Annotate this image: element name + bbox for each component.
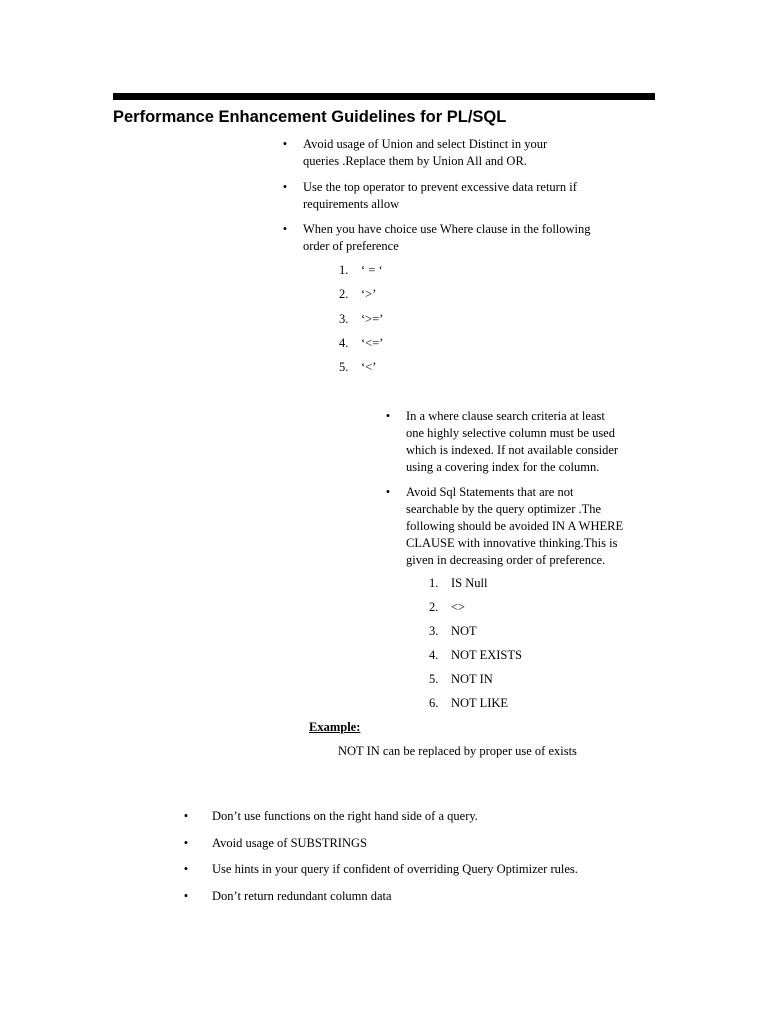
item-number: 3. — [339, 312, 349, 326]
list-item — [383, 408, 658, 476]
list-item — [280, 179, 640, 213]
bullet-icon: • — [183, 889, 189, 903]
numbered-item — [429, 575, 487, 592]
item-number: 6. — [429, 696, 439, 710]
bullet-icon: • — [183, 862, 189, 876]
example-text: NOT IN can be replaced by proper use of exists — [338, 744, 577, 758]
item-number: 4. — [339, 336, 349, 350]
item-text: ‘>=’ — [361, 312, 384, 326]
numbered-item — [339, 311, 383, 328]
numbered-item — [429, 671, 493, 688]
bullet-text: Use the top operator to prevent excessive data return if requirements allow — [303, 180, 577, 211]
item-text: <> — [451, 600, 466, 614]
numbered-item — [339, 262, 383, 279]
item-text: ‘>’ — [361, 287, 377, 301]
item-text: NOT — [451, 624, 477, 638]
item-text: NOT IN — [451, 672, 493, 686]
item-number: 2. — [429, 600, 439, 614]
item-text: ‘ = ‘ — [361, 263, 383, 277]
item-number: 4. — [429, 648, 439, 662]
list-item — [181, 861, 701, 878]
bullet-icon: • — [282, 222, 288, 236]
list-item — [181, 835, 681, 852]
bullet-icon: • — [183, 836, 189, 850]
numbered-item — [429, 599, 465, 616]
bullet-text: Don’t use functions on the right hand side of a query. — [212, 809, 478, 823]
item-number: 1. — [429, 576, 439, 590]
title-rule — [113, 93, 655, 100]
bullet-icon: • — [282, 180, 288, 194]
bullet-icon: • — [385, 485, 391, 499]
item-text: NOT LIKE — [451, 696, 509, 710]
list-item — [280, 136, 640, 170]
bullet-icon: • — [183, 809, 189, 823]
bullet-text: Avoid usage of SUBSTRINGS — [212, 836, 367, 850]
item-text: ‘<=’ — [361, 336, 384, 350]
item-number: 5. — [339, 360, 349, 374]
example-heading: Example: — [309, 720, 361, 734]
list-item — [383, 484, 658, 569]
item-text: NOT EXISTS — [451, 648, 522, 662]
numbered-item — [429, 647, 522, 664]
bullet-text: When you have choice use Where clause in the following order of preference — [303, 222, 591, 253]
bullet-icon: • — [282, 137, 288, 151]
numbered-item — [429, 695, 508, 712]
item-number: 2. — [339, 287, 349, 301]
bullet-text: Avoid usage of Union and select Distinct in your queries .Replace them by Union All and OR. — [303, 137, 548, 168]
numbered-item — [429, 623, 477, 640]
bullet-icon: • — [385, 409, 391, 423]
item-number: 1. — [339, 263, 349, 277]
numbered-item — [339, 286, 376, 303]
list-item — [181, 808, 681, 825]
list-item — [181, 888, 681, 905]
bullet-text: Avoid Sql Statements that are not searchable by the query optimizer .The following should be avoided IN A WHERE CLAUSE with innovative thinking.This is given in decreasing order of preference. — [406, 485, 624, 567]
bullet-text: In a where clause search criteria at least one highly selective column must be used which is indexed. If not available consider using a covering index for the column. — [406, 409, 619, 474]
numbered-item — [339, 335, 383, 352]
list-item — [280, 221, 650, 255]
item-number: 5. — [429, 672, 439, 686]
bullet-text: Use hints in your query if confident of overriding Query Optimizer rules. — [212, 862, 578, 876]
item-text: ‘<’ — [361, 360, 377, 374]
numbered-item — [339, 359, 376, 376]
bullet-text: Don’t return redundant column data — [212, 889, 392, 903]
item-text: IS Null — [451, 576, 488, 590]
page-title: Performance Enhancement Guidelines for PL/SQL — [113, 108, 507, 126]
item-number: 3. — [429, 624, 439, 638]
